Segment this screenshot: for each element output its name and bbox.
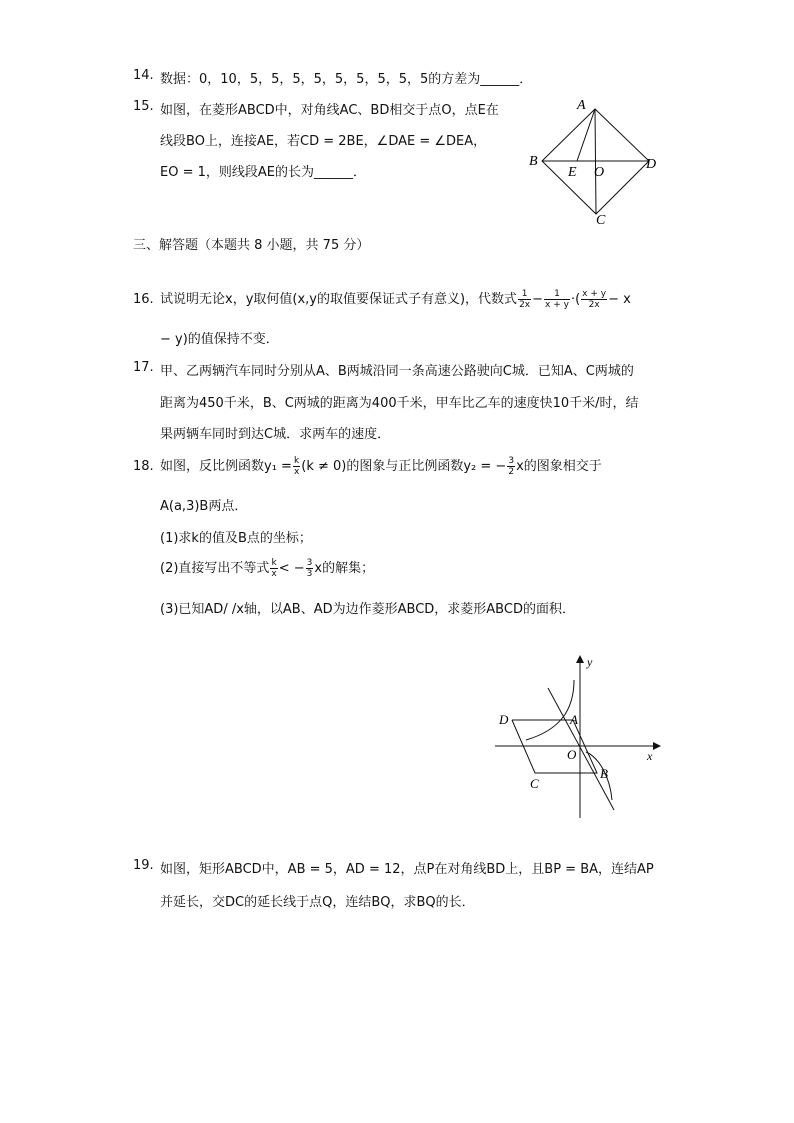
hyperbola-branch-2 (526, 680, 574, 740)
q16-dot: ·( (570, 292, 581, 307)
label-c: C (530, 776, 539, 791)
label-b: B (529, 154, 538, 169)
q17-line3: 果两辆车同时到达C城．求两车的速度． (160, 427, 391, 442)
q18-frac-32: $\frac{3}{2}$ (508, 456, 515, 477)
q18-line1 (160, 455, 602, 477)
label-a: A (570, 712, 578, 727)
label-e: E (568, 165, 577, 180)
q15-line1: 如图，在菱形ABCD中，对角线AC、BD相交于点O，点E在 (160, 103, 499, 118)
label-d: D (499, 712, 509, 727)
label-b: B (600, 766, 608, 781)
q16-minus: − (532, 292, 544, 307)
label-o: O (567, 747, 577, 762)
section-heading: 三、解答题（本题共 8 小题，共 75 分） (133, 238, 370, 253)
label-o: O (594, 165, 605, 180)
q15-number: 15. (133, 99, 154, 114)
q18-line1-b: (k ≠ 0)的图象与正比例函数y₂ = − (301, 459, 507, 474)
q18-sub2-frac: $\frac{k}{x}$ (271, 558, 277, 579)
function-graph-figure (490, 650, 670, 822)
q17-line1: 甲、乙两辆汽车同时分别从A、B两城沿同一条高速公路驶向C城．已知A、C两城的 (160, 364, 634, 379)
segment-ae (577, 109, 595, 161)
q16-line2: − y)的值保持不变． (160, 332, 279, 347)
q18-sub2 (160, 557, 374, 579)
q16-line1 (160, 288, 631, 310)
q18-frac-k: $\frac{k}{x}$ (293, 456, 300, 477)
hyperbola-branch-4 (586, 752, 612, 800)
label-d: D (646, 157, 657, 172)
q18-sub3: (3)已知AD/ /x轴，以AB、AD为边作菱形ABCD，求菱形ABCD的面积． (160, 602, 575, 617)
label-a: A (577, 98, 586, 113)
label-c: C (596, 213, 606, 228)
q16-prefix: 试说明无论x，y取何值(x,y的取值要保证式子有意义)，代数式 (160, 292, 518, 307)
q17-line2: 距离为450千米，B、C两城的距离为400千米，甲车比乙车的速度快10千米/时，结 (160, 396, 639, 411)
line-y2 (548, 688, 614, 810)
q18-line1-a: 如图，反比例函数y₁ = (160, 459, 292, 474)
q18-line2: A(a,3)B两点． (160, 499, 248, 514)
q18-sub2-b: < − (278, 561, 305, 576)
q16-number: 16. (133, 292, 154, 307)
q17-number: 17. (133, 360, 154, 375)
label-x: x (647, 749, 653, 763)
q18-line1-c: x的图象相交于 (516, 459, 602, 474)
q18-sub1: (1)求k的值及B点的坐标； (160, 531, 312, 546)
q19-line1: 如图，矩形ABCD中，AB = 5，AD = 12，点P在对角线BD上，且BP = BA，连结AP (160, 862, 654, 877)
q16-frac2: $\frac{1}{x + y}$ (545, 289, 569, 310)
q18-sub2-frac2: $\frac{3}{3}$ (306, 558, 313, 579)
q15-line2: 线段BO上，连接AE，若CD = 2BE，∠DAE = ∠DEA， (160, 134, 487, 149)
q16-frac3: $\frac{x + y}{2x}$ (582, 289, 607, 310)
q19-line2: 并延长，交DC的延长线于点Q，连结BQ，求BQ的长． (160, 895, 475, 910)
q14-text: 数据：0，10，5，5，5，5，5，5，5，5，5的方差为______． (160, 72, 533, 87)
q18-sub2-a: (2)直接写出不等式 (160, 561, 270, 576)
q16-tail: − x (608, 292, 631, 307)
q19-number: 19. (133, 858, 154, 873)
q15-line3: EO = 1，则线段AE的长为______． (160, 165, 366, 180)
rhombus-figure (525, 96, 665, 228)
label-y: y (587, 655, 593, 669)
q14-number: 14. (133, 68, 154, 83)
q18-sub2-c: x的解集； (314, 561, 375, 576)
q16-frac1: $\frac{1}{2x}$ (519, 289, 531, 310)
q18-number: 18. (133, 459, 154, 474)
